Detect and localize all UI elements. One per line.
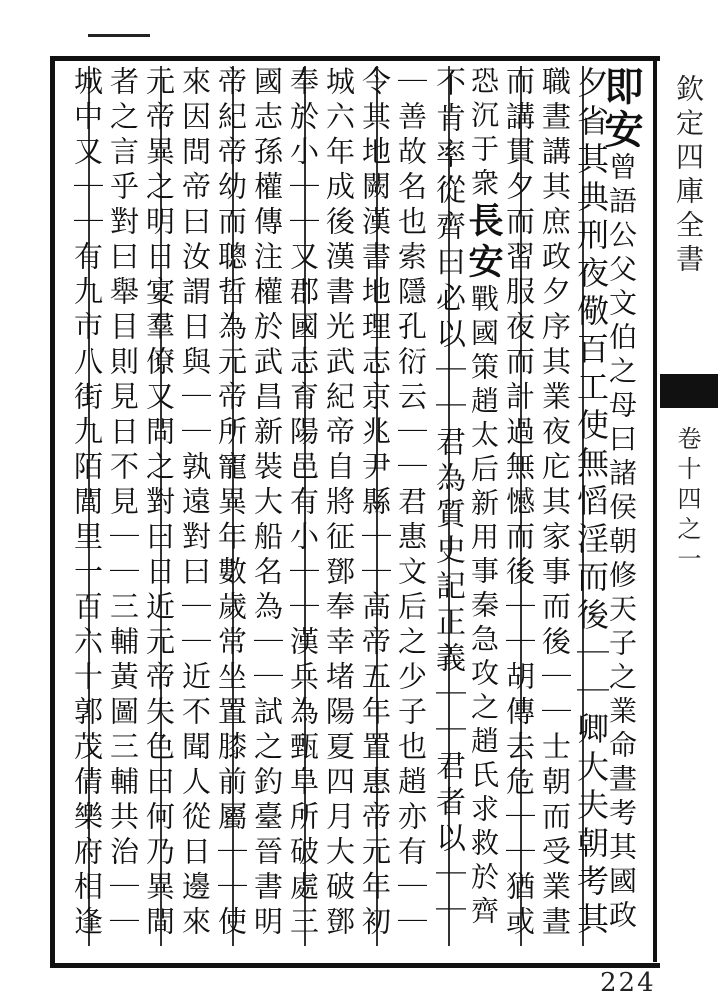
column-text: 城六年成後漢書光武紀帝自將征鄧奉幸堵陽夏四月大破鄧 [322,66,356,941]
text-column-16 [58,66,116,946]
page-number: 224 [600,968,656,998]
headword: 長安 [463,202,504,284]
column-text: 不肯率從齊曰必以｜｜君為質史記正義｜｜君者以｜｜ [430,66,465,930]
margin-strip [660,66,712,946]
column-text: 職晝講其庶政夕序其業夜庀其家事而後｜｜士朝而受業晝 [538,66,572,941]
headword: 即安 [598,66,644,152]
margin-title: 欽定四庫全書 [672,74,705,278]
column-text: 者之言乎對曰舉目則見日不見｜｜三輔黃圖三輔共治｜｜ [106,66,140,941]
column-text: 元帝異之明日宴羣僚又問之對曰日近元帝失色曰何乃異間 [142,66,176,941]
column-text: 夕省其典刑夜儆百工使無慆淫而後｜｜卿大夫朝考其 [572,66,610,940]
column-text: 來因問帝曰汝謂日與｜｜孰遠對曰｜｜近不聞人從日邊來 [178,66,212,941]
column-text: 曾語公父文伯之母曰諸侯朝修天子之業命晝考其國政 [605,152,638,934]
column-text: 城中又｜｜有九市八街九陌閭里一百六十郭茂倩樂府相逢 [70,66,104,941]
column-text: 帝紀帝幼而聰哲為元帝所寵異年數歲常坐置膝前屬｜｜使 [214,66,248,941]
fishtail-mark [660,374,718,408]
column-text: 令其地闕漢書地理志京兆尹縣｜｜高帝五年置惠帝元年初 [358,66,392,941]
column-text: 恐沉于衆 [467,66,500,202]
column-text: 國志孫權傳注權於武昌新裝大船名為｜｜試之釣臺晉書明 [250,66,284,941]
frame-right-rule [653,56,657,962]
column-text: ｜善故名也索隱孔衍云｜｜君惠文后之少子也趙亦有｜｜ [394,66,428,941]
margin-juan-label: 卷十四之一 [673,426,701,576]
column-text: 而講貫夕而習服夜而計過無憾而後｜｜胡傳去危｜｜猶或 [502,66,536,941]
column-text: 奉於小｜｜又郡國志育陽邑有小｜｜漢兵為甄阜所破處三 [286,66,320,941]
column-text: 戰國策趙太后新用事秦急攻之趙氏求救於齊 [467,284,500,930]
top-rule [88,34,150,37]
